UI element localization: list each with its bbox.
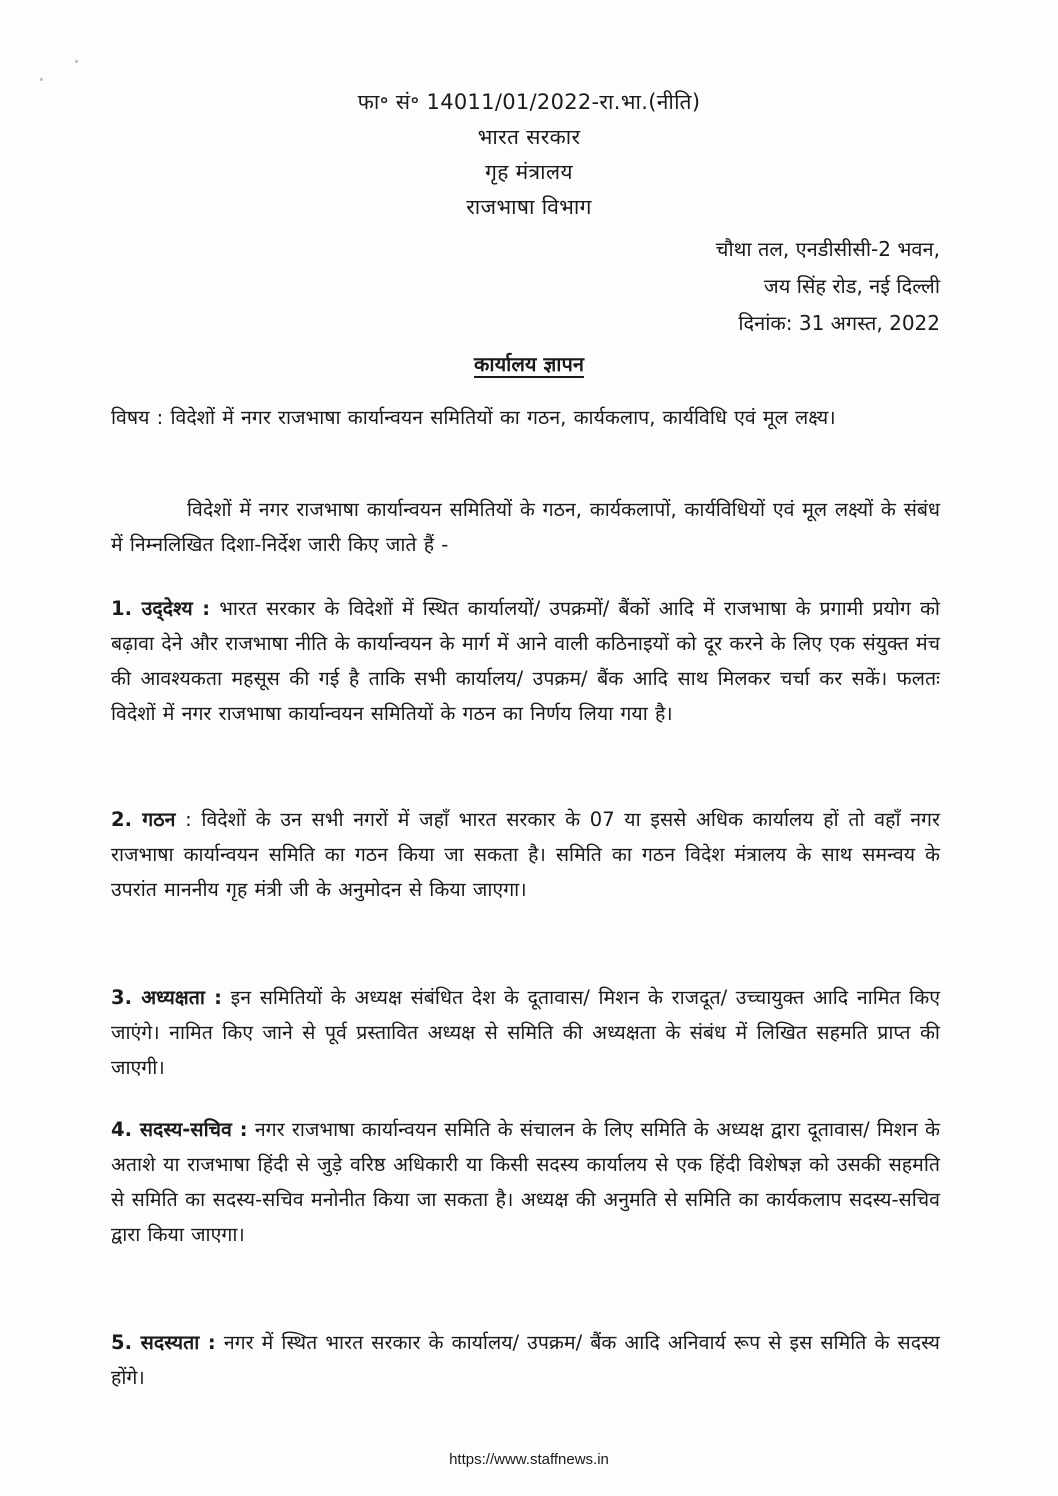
address-line-1: चौथा तल, एनडीसीसी-2 भवन, — [715, 237, 940, 261]
section-text: भारत सरकार के विदेशों में स्थित कार्यालयों/ उपक्रमों/ बैंकों आदि में राजभाषा के प्रगामी प्रयोग को बढ़ावा देने और राजभाषा नीति के कार्यान्वयन के मार्ग में आने वाली कठिनाइयों को दूर करने के लिए एक संयुक्त मंच की आवश्यकता महसूस की गई है ताकि सभी कार्यालय/ उपक्रम/ बैंक आदि साथ मिलकर चर्चा कर सकें। फलतः विदेशों में नगर राजभाषा कार्यान्वयन समितियों के गठन का निर्णय लिया गया है। — [111, 597, 940, 725]
section-heading: 3. अध्यक्षता : — [111, 986, 222, 1009]
date-line: दिनांक: 31 अगस्त, 2022 — [738, 311, 940, 335]
document-title: कार्यालय ज्ञापन — [474, 352, 584, 376]
footer-url: https://www.staffnews.in — [449, 1451, 609, 1468]
file-number: फा॰ सं॰ 14011/01/2022-रा.भा.(नीति) — [357, 90, 701, 114]
scan-speck — [40, 78, 43, 81]
section-text: इन समितियों के अध्यक्ष संबंधित देश के दूतावास/ मिशन के राजदूत/ उच्चायुक्त आदि नामित किए जाएंगे। नामित किए जाने से पूर्व प्रस्तावित अध्यक्ष से समिति की अध्यक्षता के संबंध में लिखित सहमति प्राप्त की जाएगी। — [111, 986, 940, 1079]
govt-name: भारत सरकार — [477, 125, 581, 149]
scan-speck — [75, 60, 78, 63]
section-1-objective — [111, 591, 940, 731]
department-name: राजभाषा विभाग — [466, 195, 592, 219]
section-text: नगर राजभाषा कार्यान्वयन समिति के संचालन के लिए समिति के अध्यक्ष द्वारा दूतावास/ मिशन के अताशे या राजभाषा हिंदी से जुड़े वरिष्ठ अधिकारी या किसी सदस्य कार्यालय से एक हिंदी विशेषज्ञ को उसकी सहमति से समिति का सदस्य-सचिव मनोनीत किया जा सकता है। अध्यक्ष की अनुमति से समिति का कार्यकलाप सदस्य-सचिव द्वारा किया जाएगा। — [111, 1118, 940, 1246]
subject: विषय : विदेशों में नगर राजभाषा कार्यान्वयन समितियों का गठन, कार्यकलाप, कार्यविधि एवं मूल लक्ष्य। — [111, 406, 836, 429]
address-line-2: जय सिंह रोड, नई दिल्ली — [763, 274, 940, 298]
section-4-member-secretary — [111, 1112, 940, 1252]
section-5-membership — [111, 1325, 940, 1395]
section-text: : विदेशों के उन सभी नगरों में जहाँ भारत सरकार के 07 या इससे अधिक कार्यालय हों तो वहाँ नगर राजभाषा कार्यान्वयन समिति का गठन किया जा सकता है। समिति का गठन विदेश मंत्रालय के साथ समन्वय के उपरांत माननीय गृह मंत्री जी के अनुमोदन से किया जाएगा। — [111, 808, 940, 901]
section-heading: 2. गठन — [111, 808, 176, 831]
intro-paragraph: विदेशों में नगर राजभाषा कार्यान्वयन समितियों के गठन, कार्यकलापों, कार्यविधियों एवं मूल लक्ष्यों के संबंध में निम्नलिखित दिशा-निर्देश जारी किए जाते हैं - — [111, 498, 941, 556]
section-2-constitution — [111, 802, 940, 907]
ministry-name: गृह मंत्रालय — [485, 160, 573, 184]
section-heading: 1. उद्‍देश्य : — [111, 597, 211, 620]
section-text: नगर में स्थित भारत सरकार के कार्यालय/ उपक्रम/ बैंक आदि अनिवार्य रूप से इस समिति के सदस्य होंगे। — [111, 1331, 940, 1389]
section-heading: 4. सदस्य-सचिव : — [111, 1118, 248, 1141]
section-heading: 5. सदस्यता : — [111, 1331, 216, 1354]
section-3-chairmanship — [111, 980, 940, 1085]
